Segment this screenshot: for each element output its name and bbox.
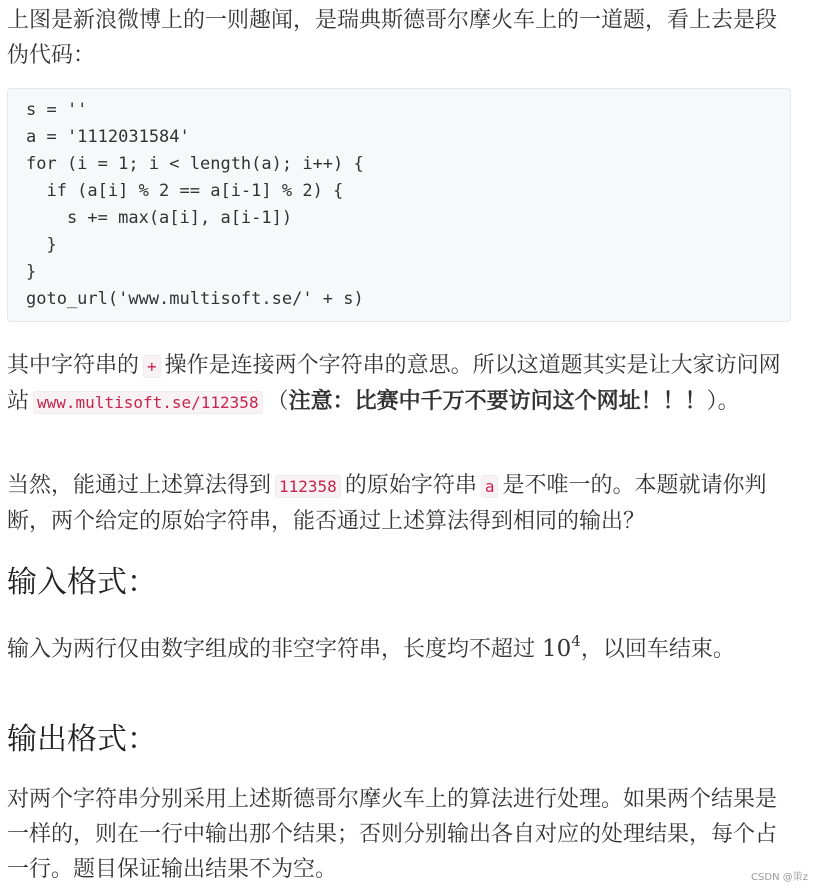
explanation-paragraph	[7, 348, 797, 420]
inline-code-plus: +	[143, 355, 161, 378]
code-line: s += max(a[i], a[i-1])	[26, 208, 293, 228]
code-line: }	[26, 262, 37, 282]
math-expression	[542, 632, 581, 662]
output-format-heading: 输出格式：	[7, 722, 157, 757]
input-text: ，以回车结束。	[580, 637, 735, 662]
code-line: for (i = 1; i < length(a); i++) {	[26, 154, 364, 174]
input-format-paragraph	[7, 624, 797, 667]
explanation-text: 操作是连接两个字符串的意思。所以这道题其实是让大家访问网站	[7, 353, 781, 414]
task-text: 是不唯一的。本题就请你判断，两个给定的原始字符串，能否通过上述算法得到相同的输出？	[7, 473, 767, 534]
code-line: if (a[i] % 2 == a[i-1] % 2) {	[26, 181, 344, 201]
task-text: 当然，能通过上述算法得到	[7, 473, 272, 498]
math-exponent: 4	[571, 632, 581, 650]
code-line: goto_url('www.multisoft.se/' + s)	[26, 289, 364, 309]
warning-bold-text: 注意：比赛中千万不要访问这个网址！！！	[288, 389, 707, 414]
watermark: CSDN @策z	[751, 872, 808, 883]
explanation-text: 其中字符串的	[7, 353, 140, 378]
input-format-heading: 输入格式：	[7, 565, 157, 600]
explanation-text: ）。	[706, 389, 740, 414]
math-base: 10	[542, 636, 572, 662]
inline-code-result: 112358	[275, 475, 341, 498]
task-text: 的原始字符串	[344, 473, 477, 498]
code-line: a = '1112031584'	[26, 127, 190, 147]
code-line: s = ''	[26, 100, 88, 120]
output-format-paragraph: 对两个字符串分别采用上述斯德哥尔摩火车上的算法进行处理。如果两个结果是一样的，则在一行中输出那个结果；否则分别输出各自对应的处理结果，每个占一行。题目保证输出结果不为空。	[7, 787, 778, 882]
inline-code-a: a	[481, 475, 499, 498]
task-paragraph	[7, 468, 797, 539]
input-text: 输入为两行仅由数字组成的非空字符串，长度均不超过	[7, 637, 536, 662]
explanation-text: （	[266, 389, 289, 414]
intro-paragraph: 上图是新浪微博上的一则趣闻，是瑞典斯德哥尔摩火车上的一道题，看上去是段伪代码：	[7, 8, 778, 68]
inline-code-url: www.multisoft.se/112358	[33, 391, 263, 414]
pseudo-code-block	[7, 88, 791, 322]
code-line: }	[26, 235, 57, 255]
